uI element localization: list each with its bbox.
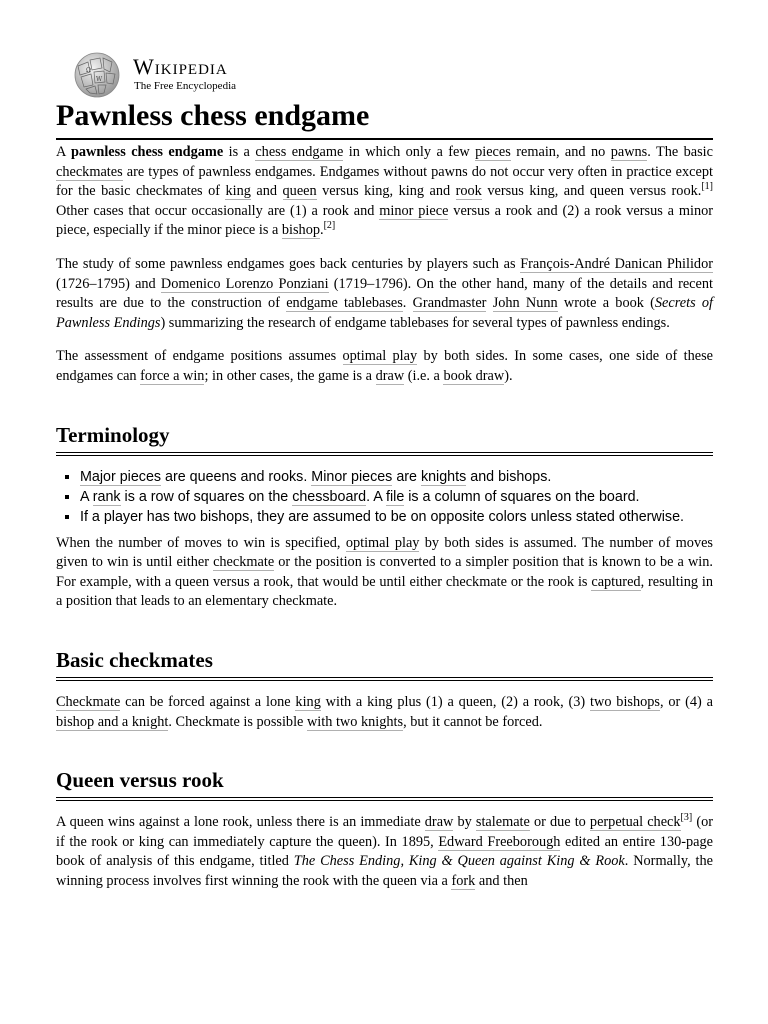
intro-paragraph-2: The study of some pawnless endgames goes back centuries by players such as François-André Danican Philidor (1726–1795) and Domenico Lorenzo Ponziani (1719–1796). On the other hand, many of the details and recent results are due to the construction of endgame tablebases. Grandmaster John Nunn wrote a book (Secrets of Pawnless Endings) summarizing the research of endgame tablebases for several types of pawnless endings.: [56, 255, 713, 331]
tagline: The Free Encyclopedia: [134, 80, 237, 92]
terminology-paragraph: When the number of moves to win is specified, optimal play by both sides is assumed. The number of moves given to win is until either checkmate or the position is converted to a simpler position that is known to be a win. For example, with a queen versus a rook, that would be until either checkmate or the rook is captured, resulting in a position that leads to an elementary checkmate.: [56, 534, 713, 610]
link[interactable]: stalemate: [475, 814, 530, 831]
link[interactable]: fork: [451, 872, 476, 889]
link[interactable]: pawns: [610, 144, 648, 160]
citation-link[interactable]: [1]: [701, 181, 713, 193]
link[interactable]: optimal play: [342, 348, 418, 365]
citation-link[interactable]: [3]: [680, 812, 693, 824]
list-item: ▪ If a player has two bishops, they are assumed to be on opposite colors unless stated otherwise.: [80, 508, 713, 526]
link[interactable]: draw: [424, 814, 454, 831]
citation-link[interactable]: [2]: [323, 220, 336, 232]
link[interactable]: with two knights: [306, 713, 404, 730]
link[interactable]: endgame tablebases: [286, 295, 403, 312]
link[interactable]: Minor pieces: [311, 468, 393, 485]
link[interactable]: file: [386, 488, 405, 505]
svg-text:Ω: Ω: [86, 67, 91, 74]
link[interactable]: Domenico Lorenzo Ponziani: [160, 275, 329, 292]
list-item: ▪ A rank is a row of squares on the chessboard. A file is a column of squares on the board.: [80, 488, 713, 506]
wikipedia-globe-icon: [72, 52, 122, 98]
wordmark: Wikipedia: [133, 54, 228, 79]
link[interactable]: perpetual check: [589, 814, 681, 831]
link[interactable]: king: [295, 693, 321, 710]
link[interactable]: rank: [92, 488, 121, 505]
link[interactable]: Grandmaster: [412, 295, 487, 312]
page-title: Pawnless chess endgame: [56, 94, 713, 140]
link[interactable]: queen: [282, 183, 317, 200]
link[interactable]: Major pieces: [80, 468, 162, 485]
link[interactable]: knights: [420, 468, 467, 485]
link[interactable]: bishop and a knight: [56, 713, 169, 730]
article-content: [56, 143, 713, 905]
intro-paragraph-1: A pawnless chess endgame is a chess endgame in which only a few pieces remain, and no pawns. The basic checkmates are types of pawnless endgames. Endgames without pawns do not occur very often in practice except for the basic checkmates of king and queen versus king, king and rook versus king, and queen versus rook.[1] Other cases that occur occasionally are (1) a rook and minor piece versus a rook and (2) a rook versus a minor piece, especially if the minor piece is a bishop.[2]: [56, 144, 713, 239]
link[interactable]: optimal play: [345, 534, 420, 551]
intro-paragraph-3: The assessment of endgame positions assumes optimal play by both sides. In some cases, one side of these endgames can force a win; in other cases, the game is a draw (i.e. a book draw).: [56, 348, 713, 384]
link[interactable]: two bishops: [590, 693, 660, 710]
link[interactable]: checkmate: [213, 554, 275, 571]
link[interactable]: Checkmate: [56, 693, 121, 710]
link[interactable]: Edward Freeborough: [438, 833, 561, 850]
link[interactable]: book draw: [443, 367, 505, 384]
terminology-list: [56, 468, 713, 526]
link[interactable]: force a win: [140, 367, 205, 384]
link[interactable]: bishop: [281, 222, 321, 239]
queen-versus-rook-paragraph: A queen wins against a lone rook, unless there is an immediate draw by stalemate or due to perpetual check[3] (or if the rook or king can immediately capture the queen). In 1895, Edward Freeborough edited an entire 130-page book of analysis of this endgame, titled The Chess Ending, King & Queen against King & Rook. Normally, the winning process involves first winning the rook with the queen via a fork and then: [56, 812, 713, 889]
link[interactable]: pieces: [475, 144, 511, 160]
list-item: ▪ Major pieces are queens and rooks. Minor pieces are knights and bishops.: [80, 468, 713, 486]
basic-checkmates-paragraph: Checkmate can be forced against a lone king with a king plus (1) a queen, (2) a rook, (3) two bishops, or (4) a bishop and a knight. Checkmate is possible with two knights, but it cannot be forced.: [56, 693, 713, 730]
link[interactable]: minor piece: [379, 202, 449, 219]
section-heading-terminology: Terminology: [56, 421, 713, 456]
link[interactable]: chess endgame: [255, 144, 344, 160]
section-heading-basic-checkmates: Basic checkmates: [56, 646, 713, 681]
section-heading-queen-versus-rook: Queen versus rook: [56, 766, 713, 801]
svg-text:W: W: [96, 76, 103, 83]
link[interactable]: François-André Danican Philidor: [520, 255, 713, 272]
link[interactable]: rook: [455, 183, 482, 200]
link[interactable]: king: [225, 183, 251, 200]
link[interactable]: chessboard: [292, 488, 367, 505]
link[interactable]: draw: [375, 367, 405, 384]
link[interactable]: John Nunn: [492, 295, 558, 312]
link[interactable]: checkmates: [56, 163, 123, 180]
link[interactable]: captured: [591, 573, 641, 590]
